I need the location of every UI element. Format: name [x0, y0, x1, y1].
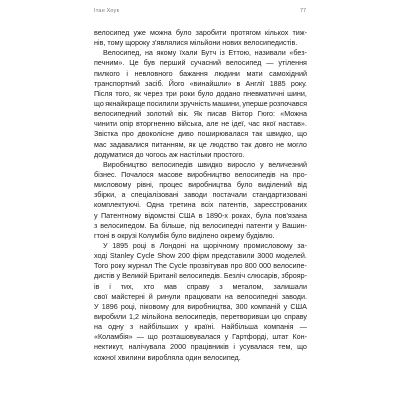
- word: так: [241, 139, 252, 149]
- word: на: [224, 291, 233, 301]
- word: чинити: [94, 119, 118, 129]
- word: Найбільша: [221, 322, 258, 332]
- word: патентів,: [218, 200, 249, 210]
- word: масове: [158, 169, 183, 179]
- word: пилкого: [94, 68, 120, 78]
- word: Бутч: [201, 48, 217, 58]
- word: зручність: [180, 98, 211, 108]
- word: велосипед: [226, 58, 262, 68]
- word: розташовувалася: [161, 332, 221, 342]
- word: більше,: [161, 220, 187, 230]
- text-line: [94, 282, 307, 292]
- word: у: [259, 159, 264, 169]
- word: так: [252, 129, 263, 139]
- word: 3000: [257, 251, 274, 261]
- word: у: [275, 220, 280, 230]
- word: швидко: [197, 159, 223, 169]
- word: і: [109, 281, 111, 291]
- word: заводи.: [281, 291, 307, 301]
- word: представили: [211, 251, 255, 261]
- word: 000: [259, 261, 271, 271]
- text-line: [94, 292, 307, 302]
- word: був: [143, 58, 155, 68]
- word: була: [255, 210, 272, 220]
- word: справу: [186, 281, 210, 291]
- word: тих,: [120, 281, 134, 291]
- text-line: [94, 261, 307, 271]
- word: Stanley: [109, 251, 134, 261]
- word: як: [188, 139, 196, 149]
- word: з: [219, 281, 223, 291]
- word: від: [297, 180, 307, 190]
- text-line: [94, 200, 307, 210]
- word: велосипедом.: [100, 220, 147, 230]
- word: ів: [94, 281, 100, 291]
- text-line: [94, 322, 307, 332]
- word: називали: [254, 48, 286, 58]
- word: того,: [115, 88, 131, 98]
- word: 200: [177, 251, 190, 261]
- word: якої: [262, 119, 276, 129]
- word: рівні,: [136, 180, 154, 190]
- body-text: [94, 28, 307, 363]
- word: Гартфорді,: [232, 332, 269, 342]
- word: вторгненню: [135, 119, 175, 129]
- text-line: [94, 312, 307, 322]
- word: хто: [143, 281, 155, 291]
- word: на: [280, 169, 289, 179]
- word: золотий: [146, 109, 173, 119]
- text-line: [94, 129, 307, 139]
- word: 1890-х: [206, 210, 229, 220]
- word: всіх: [200, 200, 214, 210]
- word: найбільших: [139, 322, 179, 332]
- word: Show: [157, 251, 176, 261]
- word: вік.: [178, 109, 189, 119]
- word: працювати: [184, 291, 221, 301]
- word: мав: [164, 281, 177, 291]
- word: настав».: [278, 119, 307, 129]
- text-line: [94, 48, 307, 58]
- word: утілення: [278, 58, 307, 68]
- text-line: [94, 180, 307, 190]
- word: Cycle: [136, 251, 155, 261]
- word: Того: [94, 261, 109, 271]
- word: велосипе-: [273, 261, 307, 271]
- word: виробництва: [188, 180, 232, 190]
- word: 1,2: [129, 311, 140, 321]
- word: —: [299, 322, 307, 332]
- word: нектикут,: [94, 342, 124, 352]
- text-line: гтоні в окрузі Колумбія було виділено окрему будівлю.: [94, 230, 275, 240]
- text-line: [94, 160, 307, 170]
- word: постачали: [212, 190, 247, 200]
- word: тем,: [278, 342, 293, 352]
- word: у: [116, 271, 121, 281]
- word: справу: [284, 311, 307, 321]
- word: Британії: [149, 271, 178, 281]
- word: одну: [108, 322, 124, 332]
- word: роки: [179, 88, 195, 98]
- word: США: [178, 210, 196, 220]
- word: це: [198, 139, 207, 149]
- word: через: [143, 88, 163, 98]
- text-line: [94, 89, 307, 99]
- word: спеціалізовані: [130, 190, 179, 200]
- word: піковому: [139, 301, 169, 311]
- word: Англії: [245, 78, 265, 88]
- word: Його: [168, 78, 185, 88]
- word: велосипедний: [94, 109, 142, 119]
- word: довго: [254, 139, 274, 149]
- text-line: [94, 241, 307, 251]
- text-line: [94, 99, 307, 109]
- word: третина: [169, 200, 196, 210]
- word: У: [94, 301, 99, 311]
- word: самохідний: [269, 68, 307, 78]
- word: свої: [94, 291, 108, 301]
- word: печним».: [94, 58, 125, 68]
- word: Це: [129, 58, 139, 68]
- word: на: [144, 48, 153, 58]
- word: що: [297, 129, 307, 139]
- word: Вашин-: [282, 220, 307, 230]
- word: опір: [119, 119, 134, 129]
- word: відомстві: [144, 210, 176, 220]
- word: бажання: [179, 68, 208, 78]
- word: бізнес.: [94, 169, 117, 179]
- word: виробництва,: [187, 301, 233, 311]
- word: було: [236, 180, 253, 190]
- word: пневматичні: [243, 88, 285, 98]
- word: уже: [133, 28, 146, 37]
- word: і: [233, 342, 235, 352]
- word: мисловому: [94, 180, 132, 190]
- text-line: нів, тому щороку з'являлися мільйони нових велосипедистів.: [94, 38, 298, 48]
- word: виробництво: [187, 169, 231, 179]
- word: посилили: [146, 98, 179, 108]
- word: виробили: [94, 311, 127, 321]
- word: мати: [246, 68, 263, 78]
- word: велосипедні: [236, 291, 278, 301]
- text-line: [94, 211, 307, 221]
- word: із: [219, 48, 225, 58]
- word: про: [230, 261, 243, 271]
- text-line: [94, 79, 307, 89]
- word: Почалося: [121, 169, 154, 179]
- word: у: [224, 332, 229, 342]
- word: двоколісне: [137, 129, 174, 139]
- word: що: [94, 98, 104, 108]
- word: але: [206, 119, 219, 129]
- word: Ба: [149, 220, 159, 230]
- word: велосипедів,: [175, 311, 218, 321]
- text-line: [94, 251, 307, 261]
- word: ході: [94, 251, 108, 261]
- text-line: [94, 58, 307, 68]
- text-line: [94, 170, 307, 180]
- word: а: [121, 190, 126, 200]
- word: ринули: [156, 291, 181, 301]
- word: кількох: [264, 28, 289, 37]
- text-line: [94, 109, 307, 119]
- word: року: [110, 261, 126, 271]
- word: диво: [177, 129, 194, 139]
- word: могло: [287, 139, 307, 149]
- word: не: [276, 139, 285, 149]
- word: під: [189, 220, 200, 230]
- word: людство: [209, 139, 239, 149]
- word: усувалася: [239, 342, 274, 352]
- word: 1896: [101, 301, 118, 311]
- running-header: Ітан Хоук: [94, 8, 120, 14]
- word: ідеї,: [231, 119, 246, 129]
- word: було: [197, 88, 214, 98]
- word: велосипедів: [234, 169, 276, 179]
- text-line: [94, 28, 307, 38]
- word: мас: [94, 139, 107, 149]
- word: в: [198, 210, 203, 220]
- word: в: [236, 78, 241, 88]
- word: за-: [297, 240, 307, 250]
- word: було: [175, 28, 192, 37]
- word: Звістка: [94, 129, 118, 139]
- word: 2000: [170, 342, 187, 352]
- word: заробити: [195, 28, 227, 37]
- word: «Коламбія»: [94, 332, 133, 342]
- word: швидко,: [266, 129, 294, 139]
- word: три: [165, 88, 177, 98]
- word: велосипедні: [202, 220, 244, 230]
- word: у: [184, 322, 189, 332]
- word: майстерні: [111, 291, 145, 301]
- word: Лондоні: [159, 240, 187, 250]
- word: патенти: [246, 220, 273, 230]
- word: додано: [216, 88, 241, 98]
- word: як: [133, 88, 141, 98]
- word: й: [148, 291, 153, 301]
- word: протягом: [230, 28, 261, 37]
- word: велосипедів: [151, 159, 193, 169]
- word: виділений: [258, 180, 292, 190]
- word: Кон-: [292, 332, 307, 342]
- word: Велосипед,: [103, 48, 142, 58]
- word: прозвітував: [189, 261, 229, 271]
- word: Віктор: [231, 109, 253, 119]
- word: у: [94, 210, 98, 220]
- word: році,: [120, 301, 137, 311]
- word: виросло: [227, 159, 256, 169]
- text-line: [94, 332, 307, 342]
- word: що: [147, 332, 158, 342]
- word: велосипедів.: [179, 271, 222, 281]
- word: про: [121, 129, 134, 139]
- word: невловного: [134, 68, 173, 78]
- word: журнал: [127, 261, 153, 271]
- word: сучасний: [190, 58, 222, 68]
- word: «винайшли»: [189, 78, 232, 88]
- word: фірм: [192, 251, 210, 261]
- word: перший: [159, 58, 186, 68]
- word: тиж-: [292, 28, 307, 37]
- word: компаній: [250, 301, 281, 311]
- word: «Можна: [280, 109, 307, 119]
- word: слюсарів,: [247, 271, 280, 281]
- word: моделей.: [275, 251, 307, 261]
- word: зареєстрованих: [253, 200, 307, 210]
- text-line: [94, 69, 307, 79]
- word: The: [154, 261, 167, 271]
- word: час: [248, 119, 260, 129]
- word: з: [94, 220, 98, 230]
- word: заводи: [183, 190, 207, 200]
- text-line: [94, 271, 307, 281]
- word: на: [94, 322, 102, 332]
- word: машини,: [212, 98, 241, 108]
- word: —: [266, 58, 274, 68]
- word: збірки,: [94, 190, 117, 200]
- word: У: [103, 240, 108, 250]
- word: у: [283, 301, 288, 311]
- word: пов'язана: [274, 210, 307, 220]
- word: Безліч: [223, 271, 246, 281]
- word: цю: [271, 311, 282, 321]
- text-line: [94, 221, 307, 231]
- word: щорічному: [203, 240, 239, 250]
- word: з: [129, 322, 134, 332]
- word: Після: [94, 88, 113, 98]
- word: Cycle: [169, 261, 188, 271]
- word: штат: [272, 332, 289, 342]
- word: можна: [150, 28, 172, 37]
- word: в: [151, 240, 155, 250]
- word: Виробництво: [103, 159, 148, 169]
- word: комплектуючі.: [94, 200, 142, 210]
- text-line: [94, 190, 307, 200]
- word: металом,: [232, 281, 264, 291]
- word: Одна: [146, 200, 164, 210]
- word: році: [132, 240, 147, 250]
- text-line: додуматися до чогось аж настільки простого.: [94, 149, 245, 159]
- text-line: [94, 302, 307, 312]
- word: шини,: [287, 88, 307, 98]
- word: промисловому: [243, 240, 293, 250]
- word: питанням,: [151, 139, 186, 149]
- word: Великій: [122, 271, 148, 281]
- word: їхали: [179, 48, 198, 58]
- word: людини: [214, 68, 240, 78]
- word: що: [297, 342, 307, 352]
- word: величезний: [268, 159, 307, 169]
- word: працівників: [190, 342, 229, 352]
- text-line: кожної хвилини виробляла один велосипед.: [94, 352, 241, 362]
- word: зброяр-: [281, 271, 307, 281]
- word: уперше: [242, 98, 268, 108]
- word: поширювалася: [197, 129, 249, 139]
- word: країні.: [194, 322, 216, 332]
- word: про-: [292, 169, 307, 179]
- word: на: [190, 240, 199, 250]
- word: якнайкраще: [105, 98, 146, 108]
- word: —: [136, 332, 144, 342]
- word: писав: [207, 109, 227, 119]
- word: велосипед: [94, 28, 130, 37]
- word: компанія: [264, 322, 294, 332]
- word: Як: [193, 109, 203, 119]
- word: роках,: [231, 210, 253, 220]
- word: Гюго:: [257, 109, 276, 119]
- word: війська,: [177, 119, 204, 129]
- word: 800: [244, 261, 257, 271]
- word: року.: [290, 78, 307, 88]
- word: процес: [159, 180, 183, 190]
- word: 1895: [112, 240, 129, 250]
- text-line: [94, 119, 307, 129]
- word: 300: [235, 301, 248, 311]
- word: Еттою,: [228, 48, 252, 58]
- text-line: [94, 342, 307, 352]
- word: дистів: [94, 271, 115, 281]
- word: стандартизовані: [252, 190, 307, 200]
- word: перетворивши: [220, 311, 270, 321]
- word: налічувала: [128, 342, 166, 352]
- word: задавалися: [109, 139, 149, 149]
- word: для: [171, 301, 185, 311]
- page-number: 77: [300, 8, 307, 14]
- word: якому: [156, 48, 177, 58]
- word: і: [126, 68, 128, 78]
- word: «без-: [289, 48, 307, 58]
- word: транспортний: [94, 78, 140, 88]
- word: залишали: [273, 281, 307, 291]
- word: розпочався: [269, 98, 307, 108]
- word: мільйона: [141, 311, 173, 321]
- word: засіб.: [145, 78, 164, 88]
- word: не: [221, 119, 230, 129]
- word: 1885: [269, 78, 286, 88]
- word: США: [290, 301, 307, 311]
- text-line: [94, 140, 307, 150]
- word: Патентному: [101, 210, 142, 220]
